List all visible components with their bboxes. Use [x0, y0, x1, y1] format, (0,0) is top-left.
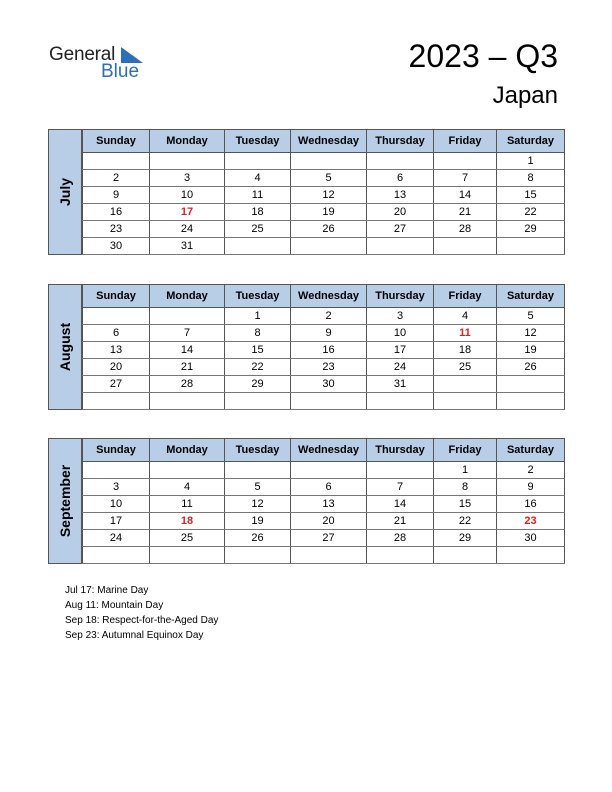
weekday-header: Thursday: [367, 285, 434, 308]
week-row: [83, 393, 565, 410]
day-cell: 7: [150, 325, 225, 342]
day-cell: 12: [225, 496, 291, 513]
day-cell: 10: [83, 496, 150, 513]
day-cell: [225, 393, 291, 410]
holiday-note: Jul 17: Marine Day: [65, 585, 149, 596]
week-row: [83, 308, 565, 325]
day-cell: [291, 238, 367, 255]
day-cell: 5: [225, 479, 291, 496]
month-label: [48, 129, 82, 255]
day-cell: [150, 393, 225, 410]
day-cell: 21: [434, 204, 497, 221]
day-cell: 4: [434, 308, 497, 325]
day-cell: 8: [434, 479, 497, 496]
day-cell: 27: [291, 530, 367, 547]
weekday-header-row: [83, 285, 565, 308]
day-cell: [150, 153, 225, 170]
day-cell: 19: [291, 204, 367, 221]
week-row: [83, 479, 565, 496]
weekday-header: Tuesday: [225, 130, 291, 153]
day-cell: 28: [150, 376, 225, 393]
month-name: August: [57, 322, 73, 372]
week-row: [83, 187, 565, 204]
weekday-header: Sunday: [83, 439, 150, 462]
day-cell: 7: [367, 479, 434, 496]
day-cell: 13: [367, 187, 434, 204]
day-cell: 25: [225, 221, 291, 238]
week-row: [83, 325, 565, 342]
day-cell: 10: [367, 325, 434, 342]
day-cell: 30: [291, 376, 367, 393]
weekday-header: Friday: [434, 285, 497, 308]
day-cell: [225, 547, 291, 564]
day-cell: [497, 393, 565, 410]
day-cell: 29: [497, 221, 565, 238]
weekday-header: Saturday: [497, 285, 565, 308]
week-row: [83, 547, 565, 564]
day-cell: [291, 393, 367, 410]
day-cell: 16: [291, 342, 367, 359]
day-cell: 26: [225, 530, 291, 547]
day-cell: [434, 153, 497, 170]
day-cell: 25: [150, 530, 225, 547]
day-cell: [367, 393, 434, 410]
month-label: [48, 438, 82, 564]
weekday-header: Tuesday: [225, 439, 291, 462]
day-cell: 20: [291, 513, 367, 530]
day-cell: 22: [225, 359, 291, 376]
day-cell: 17: [150, 204, 225, 221]
weekday-header: Monday: [150, 285, 225, 308]
weekday-header: Wednesday: [291, 130, 367, 153]
day-cell: 24: [367, 359, 434, 376]
month-name: September: [57, 464, 73, 538]
month-name: July: [57, 177, 73, 207]
week-row: [83, 496, 565, 513]
day-cell: 8: [225, 325, 291, 342]
day-cell: 27: [367, 221, 434, 238]
day-cell: [83, 547, 150, 564]
day-cell: 29: [225, 376, 291, 393]
day-cell: 5: [497, 308, 565, 325]
day-cell: [83, 393, 150, 410]
day-cell: 25: [434, 359, 497, 376]
day-cell: 13: [83, 342, 150, 359]
weekday-header: Monday: [150, 439, 225, 462]
day-cell: [150, 462, 225, 479]
day-cell: 15: [434, 496, 497, 513]
day-cell: 22: [497, 204, 565, 221]
weekday-header: Saturday: [497, 439, 565, 462]
day-cell: 3: [150, 170, 225, 187]
day-cell: [291, 547, 367, 564]
day-cell: 15: [225, 342, 291, 359]
day-cell: 16: [497, 496, 565, 513]
day-cell: [225, 238, 291, 255]
weekday-header: Thursday: [367, 130, 434, 153]
weekday-header: Sunday: [83, 130, 150, 153]
day-cell: [497, 238, 565, 255]
day-cell: 6: [291, 479, 367, 496]
day-cell: 3: [367, 308, 434, 325]
day-cell: 2: [497, 462, 565, 479]
week-row: [83, 342, 565, 359]
day-cell: [434, 547, 497, 564]
day-cell: 29: [434, 530, 497, 547]
day-cell: 20: [367, 204, 434, 221]
day-cell: 9: [291, 325, 367, 342]
day-cell: [367, 153, 434, 170]
day-cell: 13: [291, 496, 367, 513]
weekday-header: Friday: [434, 130, 497, 153]
month-table: [82, 438, 565, 564]
logo-blue-text: Blue: [101, 61, 140, 82]
day-cell: [225, 153, 291, 170]
week-row: [83, 170, 565, 187]
day-cell: 6: [367, 170, 434, 187]
day-cell: 5: [291, 170, 367, 187]
day-cell: 18: [225, 204, 291, 221]
weekday-header: Friday: [434, 439, 497, 462]
weekday-header: Sunday: [83, 285, 150, 308]
day-cell: [150, 308, 225, 325]
day-cell: 8: [497, 170, 565, 187]
weekday-header: Saturday: [497, 130, 565, 153]
week-row: [83, 238, 565, 255]
day-cell: 1: [225, 308, 291, 325]
day-cell: 17: [83, 513, 150, 530]
month-table: [82, 284, 565, 410]
weekday-header-row: [83, 439, 565, 462]
day-cell: [291, 153, 367, 170]
day-cell: 31: [367, 376, 434, 393]
logo: [49, 44, 159, 84]
logo-general-text: General: [49, 44, 116, 65]
week-row: [83, 221, 565, 238]
week-row: [83, 513, 565, 530]
month-table: [82, 129, 565, 255]
day-cell: 1: [434, 462, 497, 479]
day-cell: 19: [225, 513, 291, 530]
week-row: [83, 153, 565, 170]
weekday-header: Tuesday: [225, 285, 291, 308]
day-cell: 23: [83, 221, 150, 238]
day-cell: 24: [150, 221, 225, 238]
holiday-note: Sep 23: Autumnal Equinox Day: [65, 630, 204, 641]
day-cell: 26: [497, 359, 565, 376]
day-cell: 19: [497, 342, 565, 359]
day-cell: 15: [497, 187, 565, 204]
day-cell: [367, 547, 434, 564]
day-cell: [367, 462, 434, 479]
day-cell: 12: [497, 325, 565, 342]
day-cell: [434, 376, 497, 393]
day-cell: 30: [497, 530, 565, 547]
day-cell: 4: [225, 170, 291, 187]
weekday-header: Monday: [150, 130, 225, 153]
day-cell: 24: [83, 530, 150, 547]
day-cell: 26: [291, 221, 367, 238]
day-cell: 22: [434, 513, 497, 530]
day-cell: 27: [83, 376, 150, 393]
day-cell: [434, 238, 497, 255]
day-cell: 18: [150, 513, 225, 530]
day-cell: [83, 308, 150, 325]
day-cell: [83, 462, 150, 479]
day-cell: 2: [83, 170, 150, 187]
day-cell: 7: [434, 170, 497, 187]
day-cell: 14: [150, 342, 225, 359]
week-row: [83, 359, 565, 376]
day-cell: 18: [434, 342, 497, 359]
day-cell: 9: [83, 187, 150, 204]
day-cell: [291, 462, 367, 479]
day-cell: 4: [150, 479, 225, 496]
week-row: [83, 204, 565, 221]
day-cell: 21: [150, 359, 225, 376]
day-cell: 14: [367, 496, 434, 513]
day-cell: [150, 547, 225, 564]
page-title: 2023 – Q3: [408, 38, 558, 74]
weekday-header-row: [83, 130, 565, 153]
day-cell: 11: [150, 496, 225, 513]
day-cell: 21: [367, 513, 434, 530]
holiday-notes: [65, 583, 218, 643]
country-name: Japan: [492, 82, 558, 109]
day-cell: [497, 376, 565, 393]
day-cell: [367, 238, 434, 255]
day-cell: 14: [434, 187, 497, 204]
holiday-note: Aug 11: Mountain Day: [65, 600, 164, 611]
day-cell: 16: [83, 204, 150, 221]
day-cell: 30: [83, 238, 150, 255]
week-row: [83, 376, 565, 393]
day-cell: [497, 547, 565, 564]
day-cell: [434, 393, 497, 410]
day-cell: 23: [497, 513, 565, 530]
week-row: [83, 462, 565, 479]
day-cell: [225, 462, 291, 479]
month-label: [48, 284, 82, 410]
day-cell: 12: [291, 187, 367, 204]
day-cell: 31: [150, 238, 225, 255]
day-cell: 28: [367, 530, 434, 547]
weekday-header: Wednesday: [291, 439, 367, 462]
weekday-header: Thursday: [367, 439, 434, 462]
day-cell: 17: [367, 342, 434, 359]
day-cell: [83, 153, 150, 170]
day-cell: 11: [434, 325, 497, 342]
weekday-header: Wednesday: [291, 285, 367, 308]
day-cell: 23: [291, 359, 367, 376]
day-cell: 28: [434, 221, 497, 238]
day-cell: 9: [497, 479, 565, 496]
day-cell: 3: [83, 479, 150, 496]
day-cell: 10: [150, 187, 225, 204]
holiday-note: Sep 18: Respect-for-the-Aged Day: [65, 615, 219, 626]
day-cell: 2: [291, 308, 367, 325]
day-cell: 11: [225, 187, 291, 204]
day-cell: 6: [83, 325, 150, 342]
week-row: [83, 530, 565, 547]
day-cell: 20: [83, 359, 150, 376]
day-cell: 1: [497, 153, 565, 170]
